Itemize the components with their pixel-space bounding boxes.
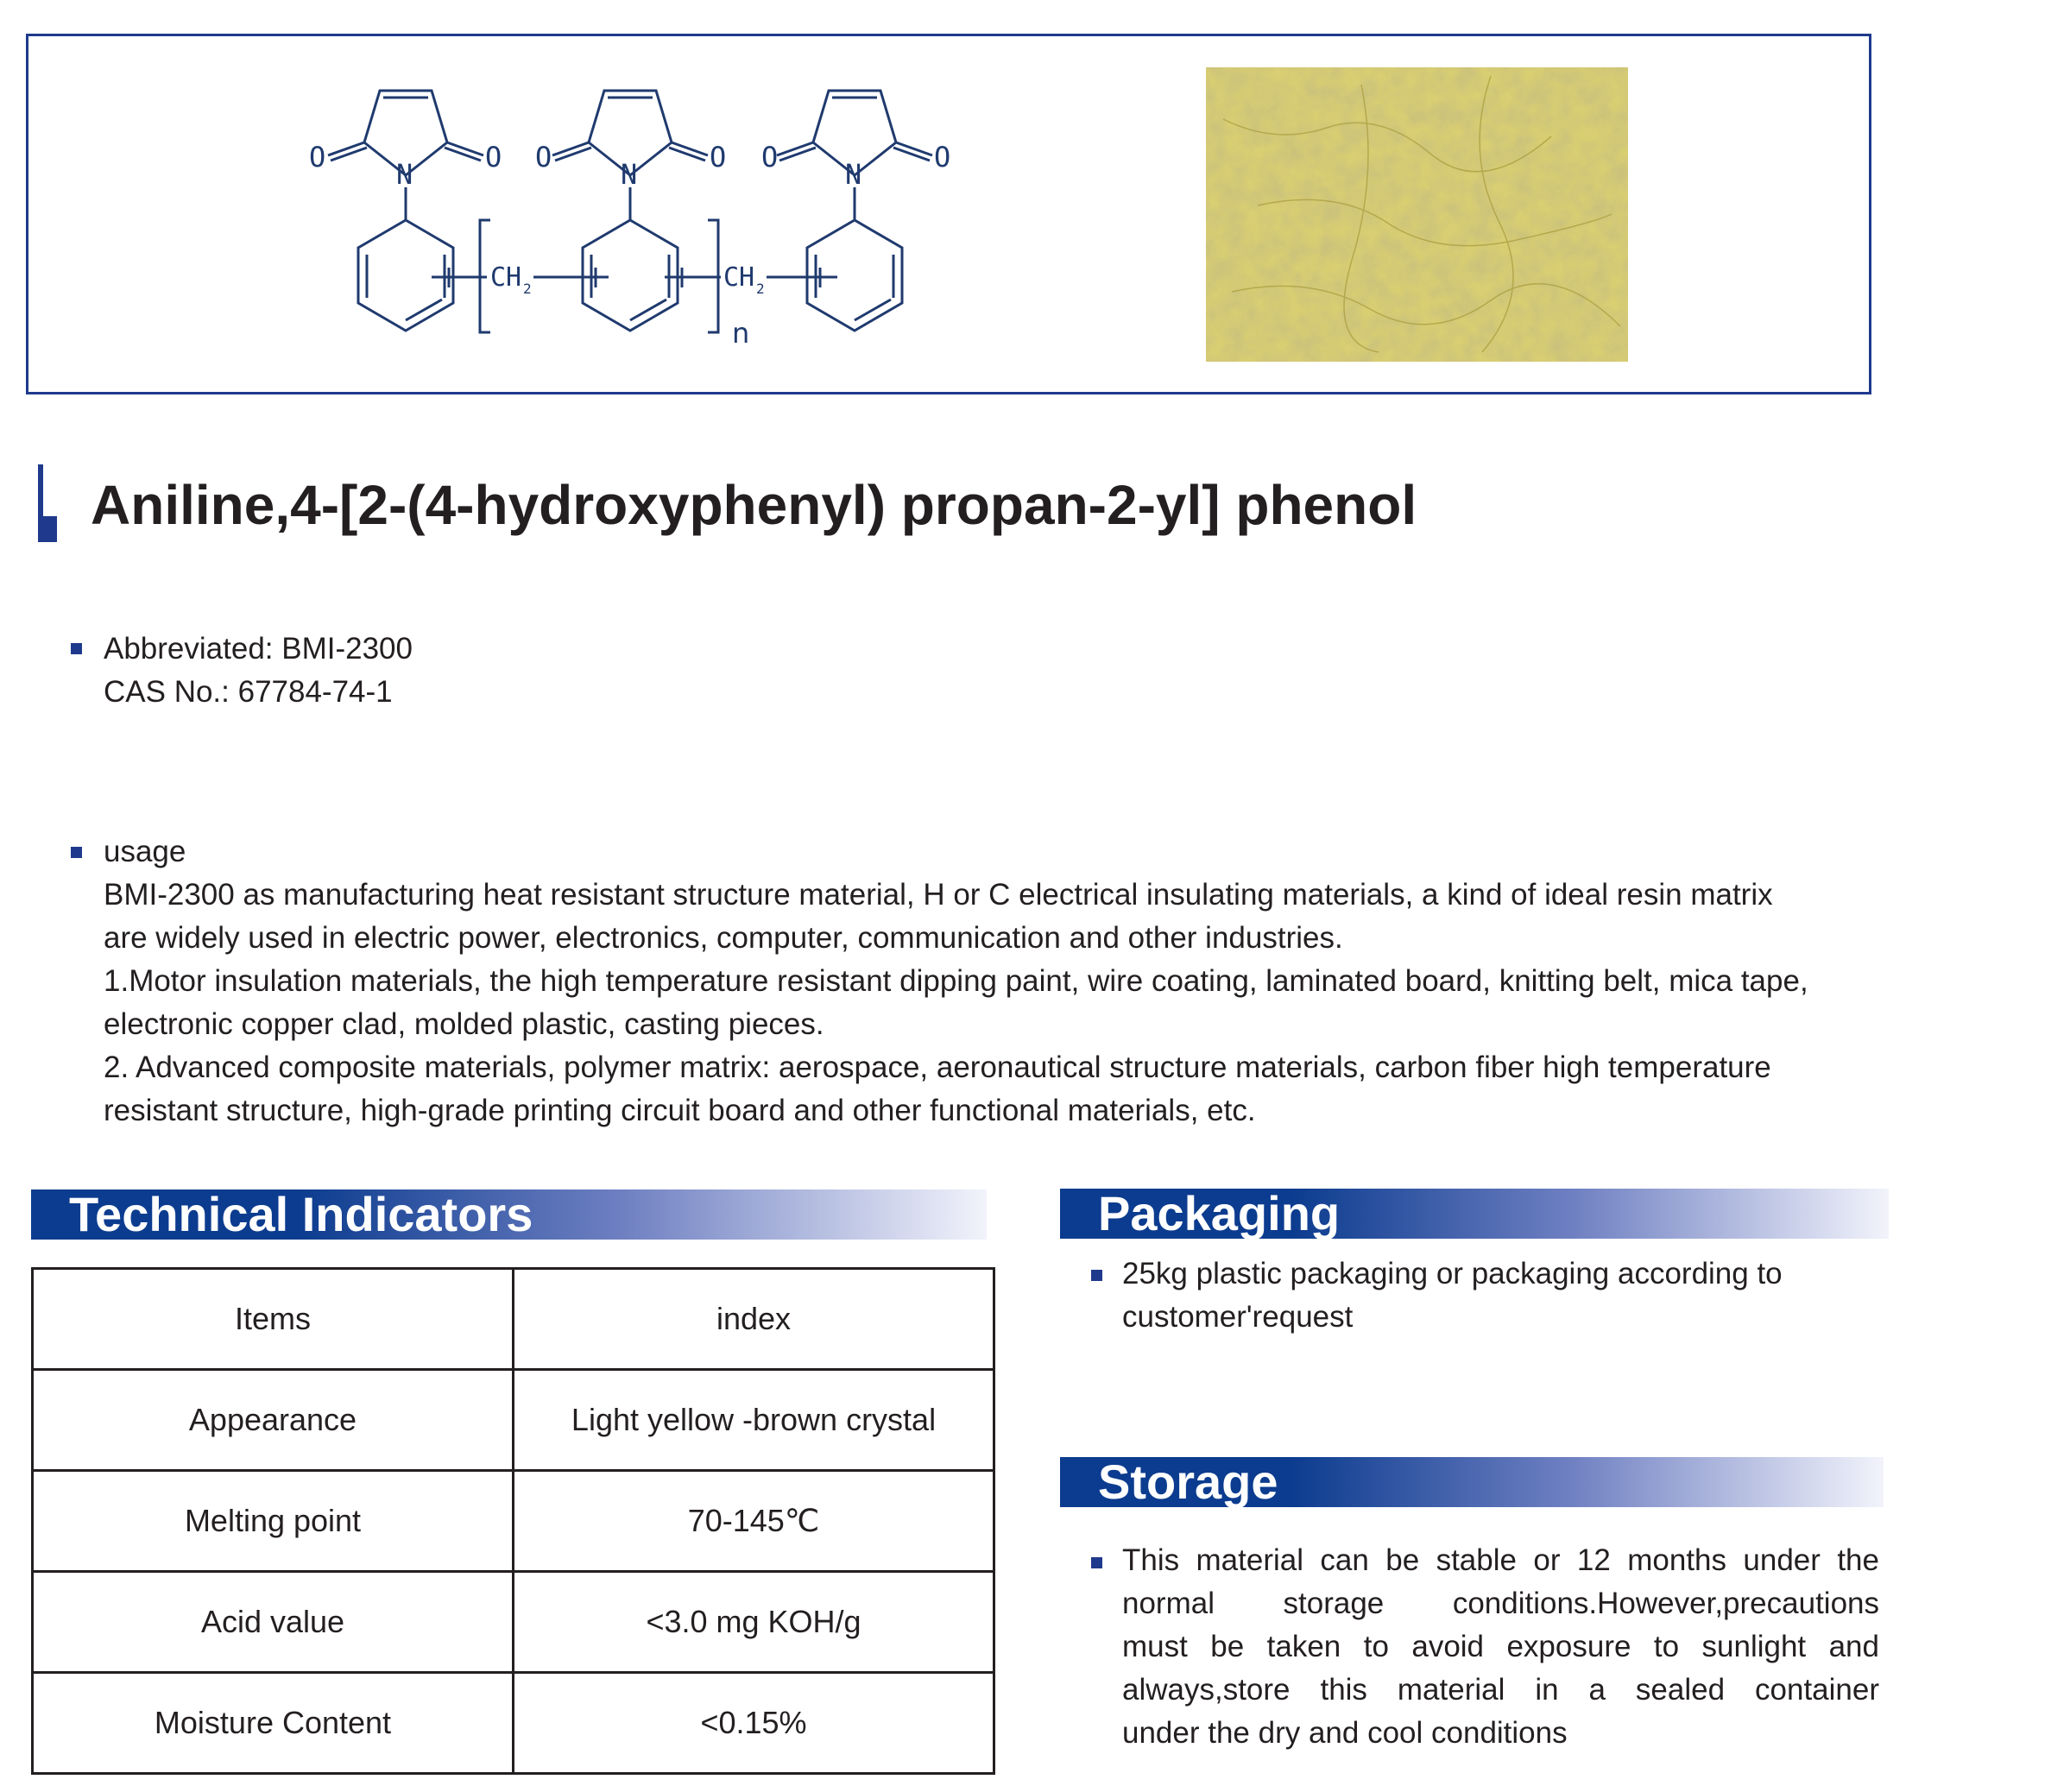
chemical-structure-diagram xyxy=(285,47,993,367)
bullet-icon xyxy=(71,643,82,654)
page-title: Aniline,4-[2-(4-hydroxyphenyl) propan-2-yl] phenol xyxy=(91,474,1417,536)
storage-line: This material can be stable or 12 months under the xyxy=(1122,1543,1879,1577)
usage-line: 1.Motor insulation materials, the high temperature resistant dipping paint, wire coating, laminated board, knitting belt, mica tape, xyxy=(104,964,1808,998)
table-row xyxy=(33,1471,994,1572)
identity-block xyxy=(104,628,413,714)
powder-photo xyxy=(1206,67,1628,362)
packaging-line: customer'request xyxy=(1122,1300,1354,1334)
usage-line: resistant structure, high-grade printing circuit board and other functional materials, etc. xyxy=(104,1094,1256,1127)
packaging-text xyxy=(1122,1253,1783,1339)
item-cell: Melting point xyxy=(33,1471,514,1572)
packaging-title: Packaging xyxy=(1098,1186,1341,1240)
table-row xyxy=(33,1370,994,1471)
column-header-index: index xyxy=(514,1269,994,1370)
value-cell: <3.0 mg KOH/g xyxy=(514,1572,994,1673)
item-cell: Moisture Content xyxy=(33,1673,514,1774)
item-cell: Acid value xyxy=(33,1572,514,1673)
storage-line: always,store this material in a sealed container xyxy=(1122,1673,1879,1707)
oxygen-label: O xyxy=(485,141,502,174)
oxygen-label: O xyxy=(934,141,951,174)
usage-line: BMI-2300 as manufacturing heat resistant structure material, H or C electrical insulating materials, a kind of ideal resin matrix xyxy=(104,878,1773,912)
usage-line: 2. Advanced composite materials, polymer matrix: aerospace, aeronautical structure materials, carbon fiber high temperature xyxy=(104,1051,1771,1084)
oxygen-label: O xyxy=(710,141,727,174)
storage-line: must be taken to avoid exposure to sunlight and xyxy=(1122,1630,1879,1663)
table-header-row xyxy=(33,1269,994,1370)
value-cell: 70-145℃ xyxy=(514,1471,994,1572)
cas-number-text: CAS No.: 67784-74-1 xyxy=(104,675,393,709)
oxygen-label: O xyxy=(761,141,779,174)
ch2-label: CH xyxy=(490,262,522,293)
usage-line: electronic copper clad, molded plastic, casting pieces. xyxy=(104,1007,824,1041)
ch2-subscript: 2 xyxy=(756,281,765,297)
column-header-items: Items xyxy=(33,1269,514,1370)
item-cell: Appearance xyxy=(33,1370,514,1471)
ch2-label: CH xyxy=(723,262,755,293)
technical-indicators-table xyxy=(31,1267,995,1775)
packaging-line: 25kg plastic packaging or packaging according to xyxy=(1122,1257,1783,1290)
oxygen-label: O xyxy=(535,141,552,174)
usage-block xyxy=(104,830,1899,1133)
nitrogen-label: N xyxy=(621,158,638,191)
storage-header xyxy=(1060,1454,1884,1509)
usage-line: are widely used in electric power, electronics, computer, communication and other industries. xyxy=(104,921,1343,955)
nitrogen-label: N xyxy=(396,158,413,191)
storage-text xyxy=(1122,1539,1879,1755)
oxygen-label: O xyxy=(309,141,326,174)
table-row xyxy=(33,1572,994,1673)
value-cell: <0.15% xyxy=(514,1673,994,1774)
repeat-unit-label: n xyxy=(732,317,750,350)
title-accent-bar xyxy=(38,464,57,542)
bullet-icon xyxy=(71,847,82,858)
storage-line: normal storage conditions.However,precautions xyxy=(1122,1587,1879,1620)
nitrogen-label: N xyxy=(845,158,862,191)
value-cell: Light yellow -brown crystal xyxy=(514,1370,994,1471)
technical-indicators-title: Technical Indicators xyxy=(69,1187,533,1241)
ch2-subscript: 2 xyxy=(523,281,532,297)
bullet-icon xyxy=(1091,1270,1102,1281)
table-row xyxy=(33,1673,994,1774)
abbreviated-text: Abbreviated: BMI-2300 xyxy=(104,632,413,666)
storage-title: Storage xyxy=(1098,1454,1278,1509)
technical-indicators-header xyxy=(31,1189,987,1240)
storage-line: under the dry and cool conditions xyxy=(1122,1716,1568,1750)
bullet-icon xyxy=(1091,1557,1102,1568)
packaging-header xyxy=(1060,1186,1889,1240)
usage-heading: usage xyxy=(104,835,186,868)
